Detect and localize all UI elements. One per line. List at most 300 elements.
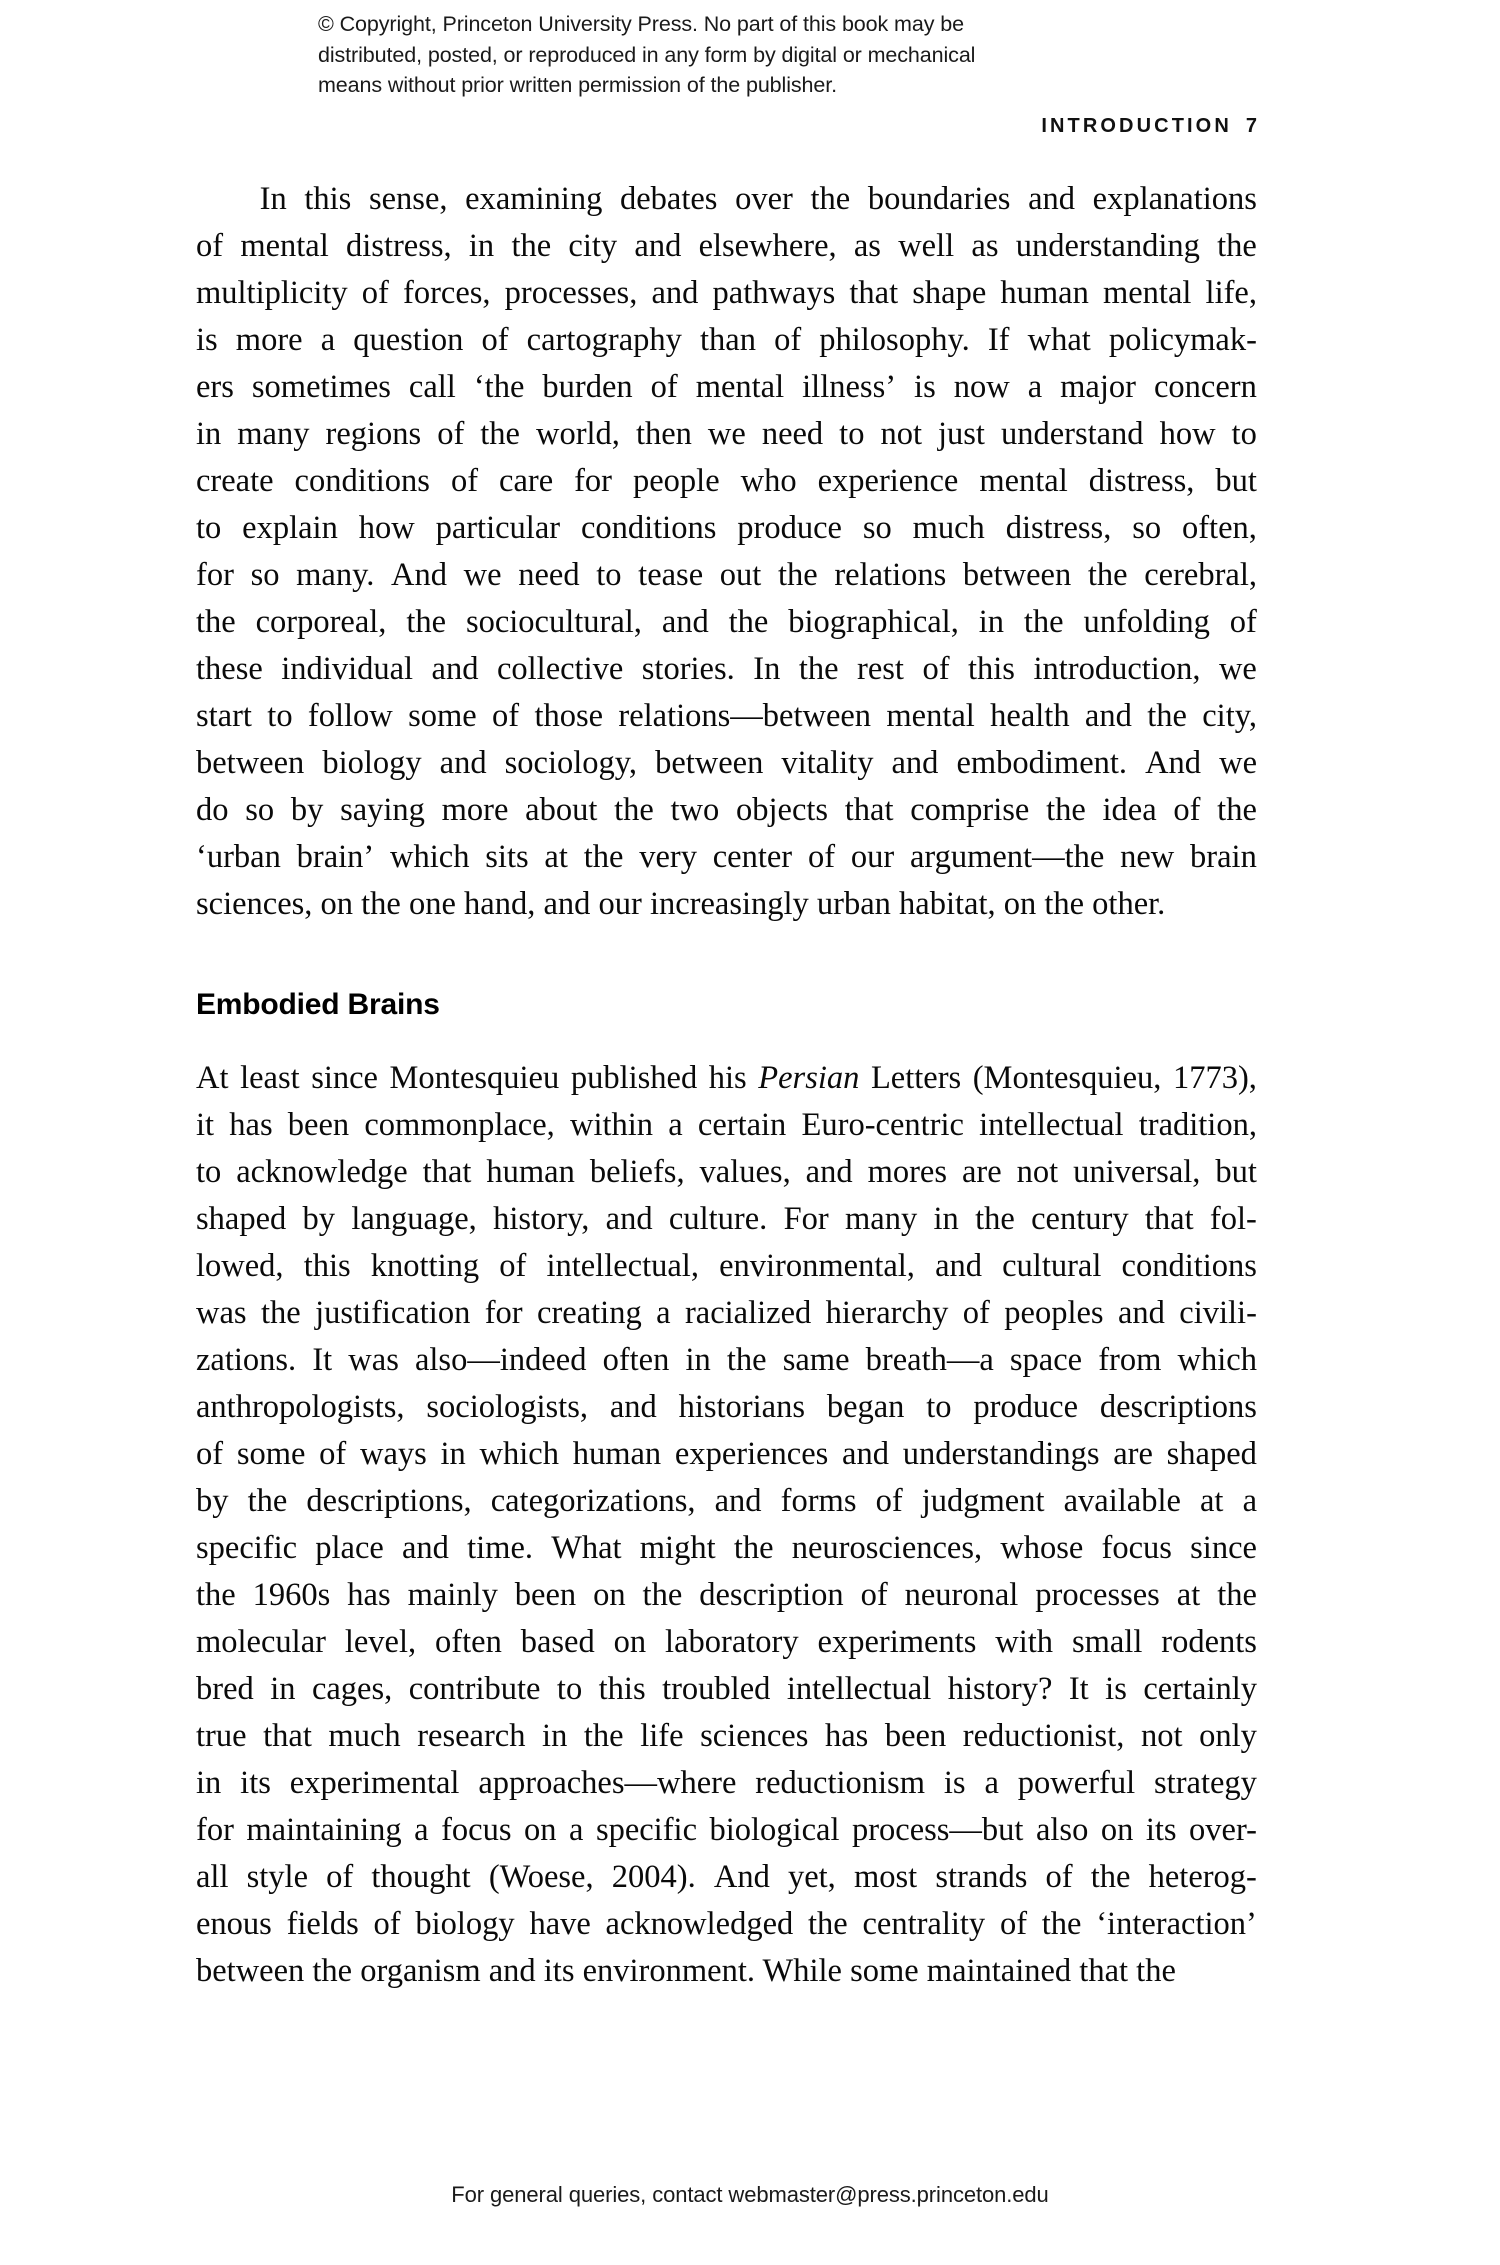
word: we [1219,745,1257,781]
word: the [480,416,520,452]
word: It [1068,1671,1089,1707]
word: over [735,181,793,217]
word: experiences [674,1436,829,1472]
text-line [196,270,1257,317]
word: not [1016,1154,1059,1190]
word: thought [371,1859,471,1895]
word: lowed, [196,1248,284,1284]
word: are [1113,1436,1153,1472]
word: the [1217,228,1257,264]
word: explanations [1092,181,1257,217]
word: sometimes [251,369,391,405]
word: process—but [851,1812,1024,1848]
word: in [468,228,495,264]
word: descriptions, [306,1483,472,1519]
word: some [236,1436,306,1472]
word: its [240,1765,271,1801]
word: cartography [526,322,682,358]
word: people [633,463,720,499]
copyright-watermark [318,9,1158,101]
word: fields [286,1906,359,1942]
word: this [304,181,352,217]
word: that [849,275,899,311]
word: we [1218,651,1257,687]
word: we [463,557,502,593]
word: and [651,275,699,311]
word: idea [1102,792,1157,828]
word: health [990,698,1070,734]
word: on [524,1812,557,1848]
word: enous [196,1906,272,1942]
word: between [962,557,1072,593]
word: explain [242,510,338,546]
word: mainly [407,1577,498,1613]
copyright-line: © Copyright, Princeton University Press. No part of this book may be [318,12,964,36]
word: and [842,1436,889,1472]
word: published [570,1060,698,1096]
word: about [525,792,598,828]
word: this [303,1248,351,1284]
text-line [196,1149,1257,1196]
word: are [961,1154,1002,1190]
word: as [971,228,999,264]
word: mental [240,228,329,264]
word: these [196,651,263,687]
word: very [639,839,697,875]
word: certain [697,1107,787,1143]
word: as [853,228,881,264]
word: within [569,1107,654,1143]
word: debates [619,181,718,217]
word: of [481,322,509,358]
word: the [808,1906,848,1942]
word: the [798,651,839,687]
word: to [267,698,293,734]
word: intellectual [979,1107,1124,1143]
word: the [642,1577,683,1613]
word: this [598,1671,646,1707]
word: for [484,1295,523,1331]
word: experience [817,463,959,499]
word: categorizations, [490,1483,696,1519]
word: now [953,369,1010,405]
text-line [196,317,1257,364]
word: for [196,1812,234,1848]
text-line [196,834,1257,881]
word: at [544,839,568,875]
word: anthropologists, [196,1389,405,1425]
word: two [670,792,720,828]
word: is [914,369,936,405]
word: shaped [196,1201,287,1237]
word: biology [322,745,422,781]
word: of [922,651,950,687]
word: more [235,322,303,358]
word: major [1060,369,1136,405]
text-column [196,176,1257,1995]
word: Montesquieu [389,1060,560,1096]
text-line [196,1901,1257,1948]
word: the [777,557,818,593]
word: how [1159,416,1216,452]
word: a [320,322,336,358]
word: reductionism [755,1765,925,1801]
word: ‘the [473,369,525,405]
word: ‘urban [196,839,281,875]
word: individual [281,651,414,687]
word: is [1105,1671,1127,1707]
word: of [196,1436,224,1472]
word: brain’ [296,839,375,875]
word: saying [340,792,425,828]
word: and [714,1483,762,1519]
word: of [1045,1859,1073,1895]
word: experimental [289,1765,460,1801]
word: call [408,369,456,405]
word: care [499,463,554,499]
word: that [422,1154,472,1190]
word: biological [709,1812,840,1848]
word: In [259,181,287,217]
word: comprise [910,792,1030,828]
word: do [196,792,229,828]
word: the [247,1483,288,1519]
word: by [196,1483,229,1519]
word: human [572,1436,662,1472]
paragraph-one [196,176,1257,928]
word: introduction, [1033,651,1201,687]
word: of [319,1436,347,1472]
word: And [1145,745,1202,781]
word: might [639,1530,716,1566]
word: powerful [1017,1765,1136,1801]
word: also [1035,1812,1089,1848]
text-line [196,1384,1257,1431]
word: on [593,1577,626,1613]
word: rest [857,651,904,687]
paragraph-two [196,1055,1257,1995]
word: intellectual [786,1671,932,1707]
running-head [0,115,1257,138]
word: cultural [1002,1248,1102,1284]
word: troubled [662,1671,771,1707]
word: philosophy. [819,322,970,358]
word: And [713,1859,770,1895]
word: ways [359,1436,427,1472]
italic-title: Persian [758,1060,860,1096]
word: was [348,1342,399,1378]
word: distress, [346,228,452,264]
word: concern [1153,369,1257,405]
text-line [196,1760,1257,1807]
word: and [805,1154,853,1190]
word: a [414,1812,429,1848]
text-line [196,1666,1257,1713]
word: and [661,604,709,640]
word: often [602,1342,670,1378]
text-line [196,1243,1257,1290]
word: and [609,1389,657,1425]
word: bred [196,1671,254,1707]
word: maintaining [246,1812,402,1848]
word: of [492,698,520,734]
word: vitality [781,745,874,781]
word: racialized [684,1295,812,1331]
text-line [196,552,1257,599]
text-line [196,176,1257,223]
word: policymak- [1108,322,1257,358]
word: well [898,228,955,264]
word: been [287,1107,350,1143]
word: illness’ [802,369,897,405]
text-line [196,1854,1257,1901]
word: (Montesquieu, [972,1060,1162,1096]
word: yet, [787,1859,836,1895]
word: and [634,228,682,264]
word: centrality [862,1906,986,1942]
word: the [1046,792,1086,828]
word: level, [344,1624,417,1660]
word: and [1028,181,1076,217]
word: For [783,1201,829,1237]
word: for [196,557,234,593]
word: for [574,463,613,499]
word: What [551,1530,622,1566]
text-line: sciences, on the one hand, and our increasingly urban habitat, on the other. [196,886,1166,922]
word: mental [979,463,1068,499]
word: mores [867,1154,948,1190]
word: commonplace, [364,1107,555,1143]
word: language, [351,1201,477,1237]
word: between [655,745,764,781]
word: at [1176,1577,1201,1613]
word: history, [493,1201,590,1237]
word: the [1041,1906,1082,1942]
word: in [196,416,222,452]
word: time. [467,1530,534,1566]
word: have [529,1906,591,1942]
word: world, [535,416,620,452]
word: to [926,1389,952,1425]
word: forms [780,1483,857,1519]
word: human [486,1154,575,1190]
text-line [196,1337,1257,1384]
word: to [839,416,865,452]
word: most [853,1859,918,1895]
word: and [891,745,939,781]
word: has [229,1107,273,1143]
word: the [406,604,447,640]
word: relations—between [618,698,872,734]
word: of [1229,604,1257,640]
word: of [650,369,678,405]
word: the [1023,604,1064,640]
word: the [726,1342,767,1378]
word: only [1199,1718,1257,1754]
word: processes [1035,1577,1160,1613]
section-heading: Embodied Brains [196,988,440,1021]
word: since [1190,1530,1257,1566]
text-line: between the organism and its environment. While some maintained that the [196,1953,1176,1989]
word: century [1031,1201,1129,1237]
word: reductionist, [962,1718,1125,1754]
word: elsewhere, [698,228,837,264]
word: much [328,1718,401,1754]
word: understandings [902,1436,1100,1472]
word: and [402,1530,449,1566]
word: creating [537,1295,642,1331]
word: that [263,1718,312,1754]
word: life [640,1718,684,1754]
word: not [1140,1718,1183,1754]
word: brain [1190,839,1257,875]
word: been [514,1577,577,1613]
word: 2004). [611,1859,696,1895]
word: need [518,557,580,593]
word: produce [973,1389,1079,1425]
word: by [302,1201,336,1237]
word: the [975,1201,1015,1237]
word: much [912,510,985,546]
word: of [450,463,479,499]
word: in [542,1718,568,1754]
word: some [408,698,477,734]
word: is [943,1765,966,1801]
word: shaped [1166,1436,1257,1472]
word: mental [886,698,975,734]
word: Euro-centric [801,1107,964,1143]
word: the [260,1295,301,1331]
word: began [826,1389,905,1425]
word: we [707,416,746,452]
word: conditions [1121,1248,1257,1284]
word: so [250,557,280,593]
word: biographical, [788,604,959,640]
word: unfolding [1083,604,1210,640]
word: the [511,228,552,264]
word: which [479,1436,559,1472]
word: to [596,557,622,593]
word: on [1100,1812,1134,1848]
word: historians [678,1389,805,1425]
word: and [431,651,479,687]
word: of [774,322,802,358]
word: collective [496,651,624,687]
word: also—indeed [414,1342,587,1378]
word: understanding [1015,228,1200,264]
word: those [534,698,604,734]
word: specific [196,1530,298,1566]
text-line [196,458,1257,505]
word: often [435,1624,502,1660]
word: ‘interaction’ [1096,1906,1257,1942]
word: create [196,463,274,499]
word: in [270,1671,296,1707]
word: focus [1101,1530,1172,1566]
word: not [880,416,922,452]
word: of [437,416,465,452]
word: in [933,1201,959,1237]
text-line [196,1055,1257,1102]
word: sociologists, [426,1389,588,1425]
word: argument—the [909,839,1105,875]
word: true [196,1718,247,1754]
word: a [668,1107,683,1143]
word: sciences [700,1718,809,1754]
word: between [196,745,305,781]
word: a [656,1295,671,1331]
word: sits [485,839,529,875]
word: judgment [921,1483,1045,1519]
word: conditions [580,510,717,546]
word: how [358,510,415,546]
word: than [699,322,756,358]
word: regions [325,416,422,452]
word: been [884,1718,947,1754]
word: the [196,604,236,640]
word: boundaries [867,181,1011,217]
word: and [935,1248,982,1284]
word: available [1063,1483,1181,1519]
word: of [326,1859,354,1895]
word: descriptions [1099,1389,1257,1425]
word: many [845,1201,918,1237]
word: that [844,792,894,828]
text-line [196,1525,1257,1572]
word: strands [935,1859,1028,1895]
word: the [1217,1577,1257,1613]
word: to [196,510,222,546]
word: of [875,1483,903,1519]
word: experiments [817,1624,977,1660]
word: is [196,322,218,358]
text-line [196,740,1257,787]
word: hierarchy [825,1295,949,1331]
word: small [1071,1624,1143,1660]
word: least [240,1060,300,1096]
word: to [556,1671,583,1707]
text-line [196,1290,1257,1337]
word: approaches—where [478,1765,737,1801]
word: so [1132,510,1162,546]
word: values, [699,1154,791,1190]
word: 1960s [252,1577,331,1613]
word: the [733,1530,774,1566]
word: environmental, [719,1248,915,1284]
word: what [1027,322,1091,358]
copyright-line: means without prior written permission of the publisher. [318,73,838,97]
text-line [196,1619,1257,1666]
word: life, [1205,275,1257,311]
word: embodiment. [956,745,1128,781]
word: which [390,839,470,875]
word: rodents [1161,1624,1257,1660]
word: distress, [1088,463,1195,499]
word: to [196,1154,222,1190]
word: focus [441,1812,512,1848]
word: of [807,839,836,875]
word: city [568,228,618,264]
word: style [246,1859,309,1895]
word: understand [1000,416,1144,452]
word: by [290,792,324,828]
word: who [740,463,797,499]
word: human [1000,275,1089,311]
word: heterog- [1148,1859,1257,1895]
word: often, [1181,510,1257,546]
word: sociocultural, [465,604,642,640]
word: ers [196,369,234,405]
